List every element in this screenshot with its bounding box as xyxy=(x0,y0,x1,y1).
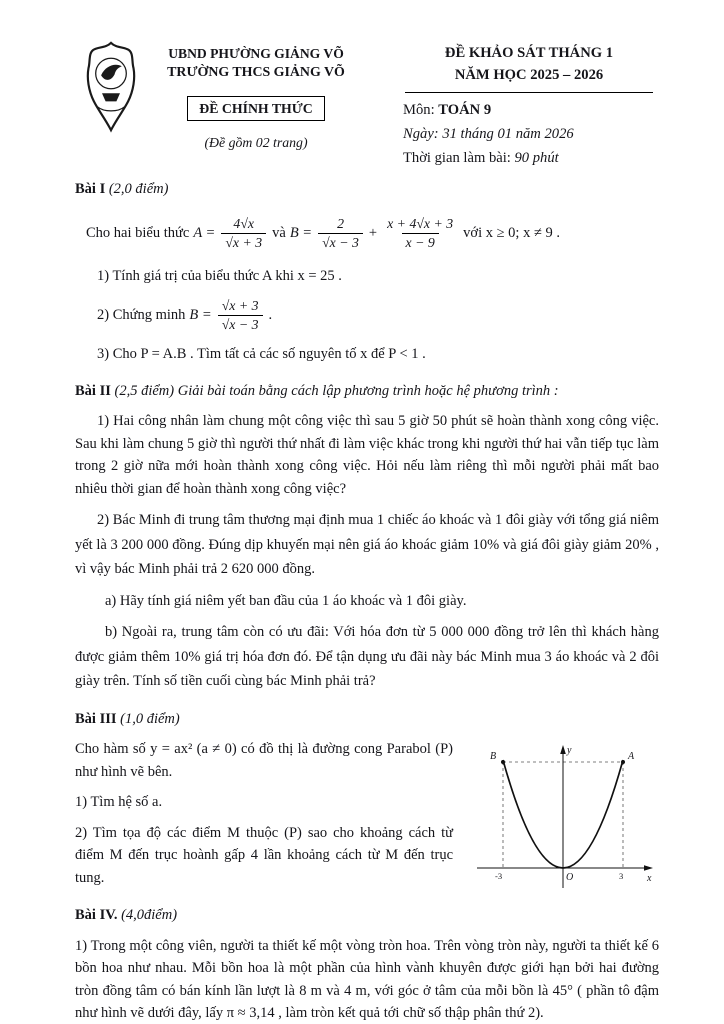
item2-fraction xyxy=(218,298,263,333)
parabola-figure xyxy=(467,738,659,892)
label-x-axis: x xyxy=(646,873,651,884)
section1-item1: 1) Tính giá trị của biểu thức A khi x = 25 . xyxy=(97,267,342,284)
section4-points: (4,0điểm) xyxy=(121,907,178,923)
section3-item2: 2) Tìm tọa độ các điểm M thuộc (P) sao cho khoảng cách từ điểm M đến trục hoành gấp 4 lần khoảng cách từ M đến trục tung. xyxy=(75,824,453,886)
section1-title xyxy=(75,178,659,201)
header-divider xyxy=(405,92,653,93)
section2-item2: 2) Bác Minh đi trung tâm thương mại định mua 1 chiếc áo khoác và 1 đôi giày với tổng giá niêm yết là 3 200 000 đồng. Đúng dịp khuyến mại nên giá áo khoác giảm 10% và giá đôi giày giảm 20% , vì vậy bác Minh phải trả 2 620 000 đồng. xyxy=(75,512,659,577)
exam-title: ĐỀ KHẢO SÁT THÁNG 1 xyxy=(444,45,614,61)
formula-condition: với x ≥ 0; x ≠ 9 . xyxy=(463,225,561,241)
section3-item1: 1) Tìm hệ số a. xyxy=(75,794,163,810)
subject-value: TOÁN 9 xyxy=(438,101,492,118)
item2-B-eq: B = xyxy=(189,306,212,323)
fraction-A-denominator: √x + 3 xyxy=(221,233,266,251)
formula-intro: Cho hai biểu thức xyxy=(86,225,190,241)
fraction-A xyxy=(221,216,266,251)
fraction-A-numerator: 4√x xyxy=(233,216,255,232)
header-left-block xyxy=(140,46,372,151)
formula-B-eq: B = xyxy=(289,225,313,241)
fraction-B1 xyxy=(318,216,363,251)
point-B xyxy=(501,760,505,764)
org-name-line1: UBND PHƯỜNG GIẢNG VÕ xyxy=(168,46,344,61)
item2-text: 2) Chứng minh xyxy=(97,306,186,323)
section2-title-label: Bài II xyxy=(75,382,111,399)
official-exam-badge: ĐỀ CHÍNH THỨC xyxy=(187,96,324,121)
label-origin: O xyxy=(565,872,573,883)
fraction-B2-numerator: x + 4√x + 3 xyxy=(387,216,454,232)
fraction-B2 xyxy=(383,216,457,251)
section1-title-label: Bài I xyxy=(75,181,106,197)
point-A xyxy=(621,760,625,764)
section2-item2b: b) Ngoài ra, trung tâm còn có ưu đãi: Với hóa đơn từ 5 000 000 đồng trở lên thì khách hàng được giảm thêm 10% giá trị hóa đơn đó. Để tận dụng ưu đãi này bác Minh mua 3 áo khoác và 2 đôi giày trên. Tính số tiền cuối cùng bác Minh phải trả? xyxy=(75,624,659,689)
item2-fraction-numerator: √x + 3 xyxy=(221,297,259,313)
formula-and-word: và xyxy=(272,225,286,241)
pages-note: (Đề gồm 02 trang) xyxy=(204,135,308,150)
label-A: A xyxy=(627,751,634,762)
formula-A-eq: A = xyxy=(193,225,216,241)
fraction-B1-numerator: 2 xyxy=(337,216,344,232)
section3-intro: Cho hàm số y = ax² (a ≠ 0) có đồ thị là đường cong Parabol (P) như hình vẽ bên. xyxy=(75,741,453,780)
school-logo xyxy=(84,40,138,134)
section2-item2a: a) Hãy tính giá niêm yết ban đầu của 1 áo khoác và 1 đôi giày. xyxy=(105,592,467,609)
section3-points: (1,0 điểm) xyxy=(120,710,180,727)
tick-right: 3 xyxy=(618,871,623,881)
section3-title xyxy=(75,708,659,731)
section2-intro: Giải bài toán bằng cách lập phương trình hoặc hệ phương trình : xyxy=(177,382,559,399)
section2-item1: 1) Hai công nhân làm chung một công việc thì sau 5 giờ 50 phút sẽ hoàn thành xong công việc. Sau khi làm chung 5 giờ thì người thứ nhất đi làm việc khác trong khi người thứ hai vẫn tiếp tục làm trong 2 giờ nữa mới hoàn thành xong công việc. Hỏi nếu làm riêng thì mỗi người phải mất bao nhiêu thời gian để hoàn thành xong công việc? xyxy=(75,413,659,497)
section3-text xyxy=(75,738,453,892)
fraction-B2-denominator: x − 9 xyxy=(402,233,439,251)
time-line xyxy=(403,148,655,170)
exam-date: Ngày: 31 tháng 01 năm 2026 xyxy=(403,125,574,142)
subject-line xyxy=(403,100,655,122)
section2-title xyxy=(75,380,659,403)
subject-label: Môn: xyxy=(403,101,435,118)
school-crest-icon xyxy=(84,40,138,134)
formula-plus-sign: + xyxy=(368,225,378,241)
section1-item2 xyxy=(97,295,659,335)
item2-fraction-denominator: √x − 3 xyxy=(218,315,263,333)
label-B: B xyxy=(489,751,496,762)
section4-title-label: Bài IV. xyxy=(75,907,118,923)
exam-content xyxy=(75,178,659,1024)
fraction-B1-denominator: √x − 3 xyxy=(318,233,363,251)
tick-left: -3 xyxy=(494,871,502,881)
item2-period: . xyxy=(268,306,273,323)
section4-item1: 1) Trong một công viên, người ta thiết kế một vòng tròn hoa. Trên vòng tròn này, người ta thiết kế 6 bồn hoa như nhau. Mỗi bồn hoa là một phần của hình vành khuyên được giới hạn bởi hai đường tròn đồng tâm có bán kính lần lượt là 8 m và 4 m, với góc ở tâm của mỗi bồn là 45° ( phần tô đậm như hình vẽ dưới đây, lấy π ≈ 3,14 , làm tròn kết quả tới chữ số thập phân thứ 2). xyxy=(75,937,659,1021)
org-name-line2: TRƯỜNG THCS GIẢNG VÕ xyxy=(167,65,345,80)
label-y-axis: y xyxy=(566,745,571,756)
section1-formula xyxy=(86,211,659,257)
section3-title-label: Bài III xyxy=(75,710,117,727)
parabola-graph xyxy=(471,740,656,892)
time-value: 90 phút xyxy=(514,149,559,166)
section1-item3: 3) Cho P = A.B . Tìm tất cả các số nguyên tố x để P < 1 . xyxy=(97,346,426,362)
header-right-block xyxy=(403,43,655,169)
section3-body xyxy=(75,738,659,892)
section1-points: (2,0 điểm) xyxy=(108,181,169,197)
time-label: Thời gian làm bài: xyxy=(403,149,511,166)
exam-school-year: NĂM HỌC 2025 – 2026 xyxy=(454,66,604,83)
section4-title xyxy=(75,904,659,927)
section2-points: (2,5 điểm) xyxy=(114,382,175,399)
